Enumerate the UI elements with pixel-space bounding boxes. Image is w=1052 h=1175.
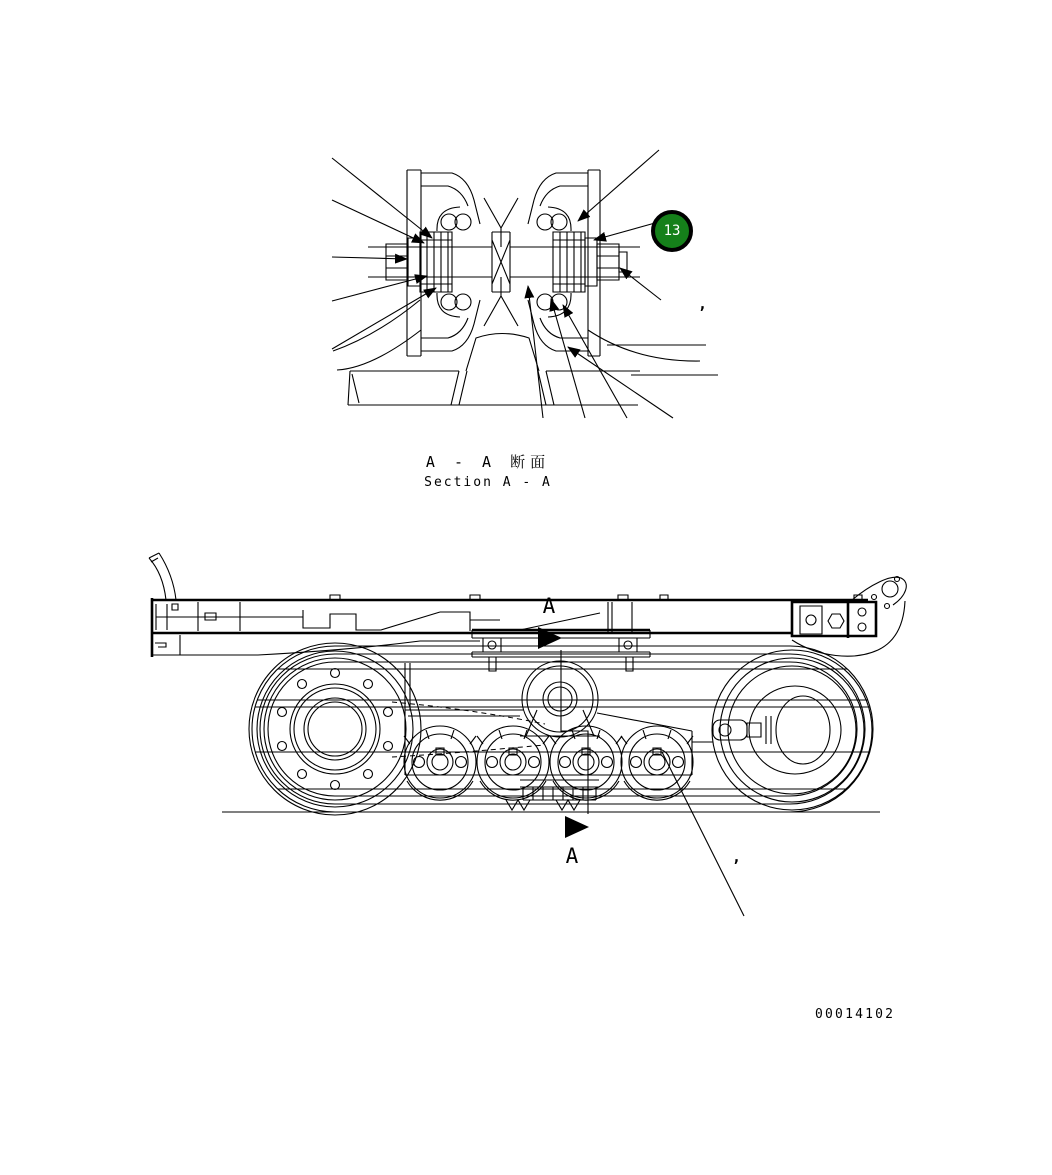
section-caption-en: Section A - A bbox=[424, 475, 552, 490]
mount-bracket bbox=[333, 300, 718, 405]
frame-right-bracket bbox=[792, 577, 906, 657]
drawing-number: 00014102 bbox=[815, 1007, 896, 1022]
roller-leader-line bbox=[662, 752, 744, 916]
track-shoe-detail bbox=[506, 780, 599, 810]
section-marker-a-bottom: A bbox=[565, 844, 579, 868]
section-caption bbox=[377, 451, 599, 490]
section-caption-jp: A - A 断面 bbox=[425, 453, 551, 471]
grab-handle bbox=[149, 553, 176, 600]
idler-wheel bbox=[712, 650, 872, 810]
track-frame-beam bbox=[149, 553, 906, 671]
section-arrow-bottom-icon bbox=[565, 816, 589, 838]
balloon-13-leader bbox=[594, 223, 655, 240]
roller-shaft bbox=[368, 247, 640, 277]
stray-comma-top: , bbox=[698, 295, 708, 313]
leader-lines bbox=[332, 150, 673, 418]
part-balloon-13[interactable]: 13 bbox=[651, 210, 693, 252]
stray-comma-bottom: , bbox=[732, 848, 742, 866]
section-view-drawing bbox=[332, 150, 718, 418]
section-cut-line bbox=[538, 627, 589, 838]
side-view-drawing bbox=[149, 553, 906, 916]
right-end-collar bbox=[553, 232, 627, 292]
section-marker-a-top: A bbox=[542, 594, 556, 618]
center-track-frame bbox=[405, 663, 713, 775]
